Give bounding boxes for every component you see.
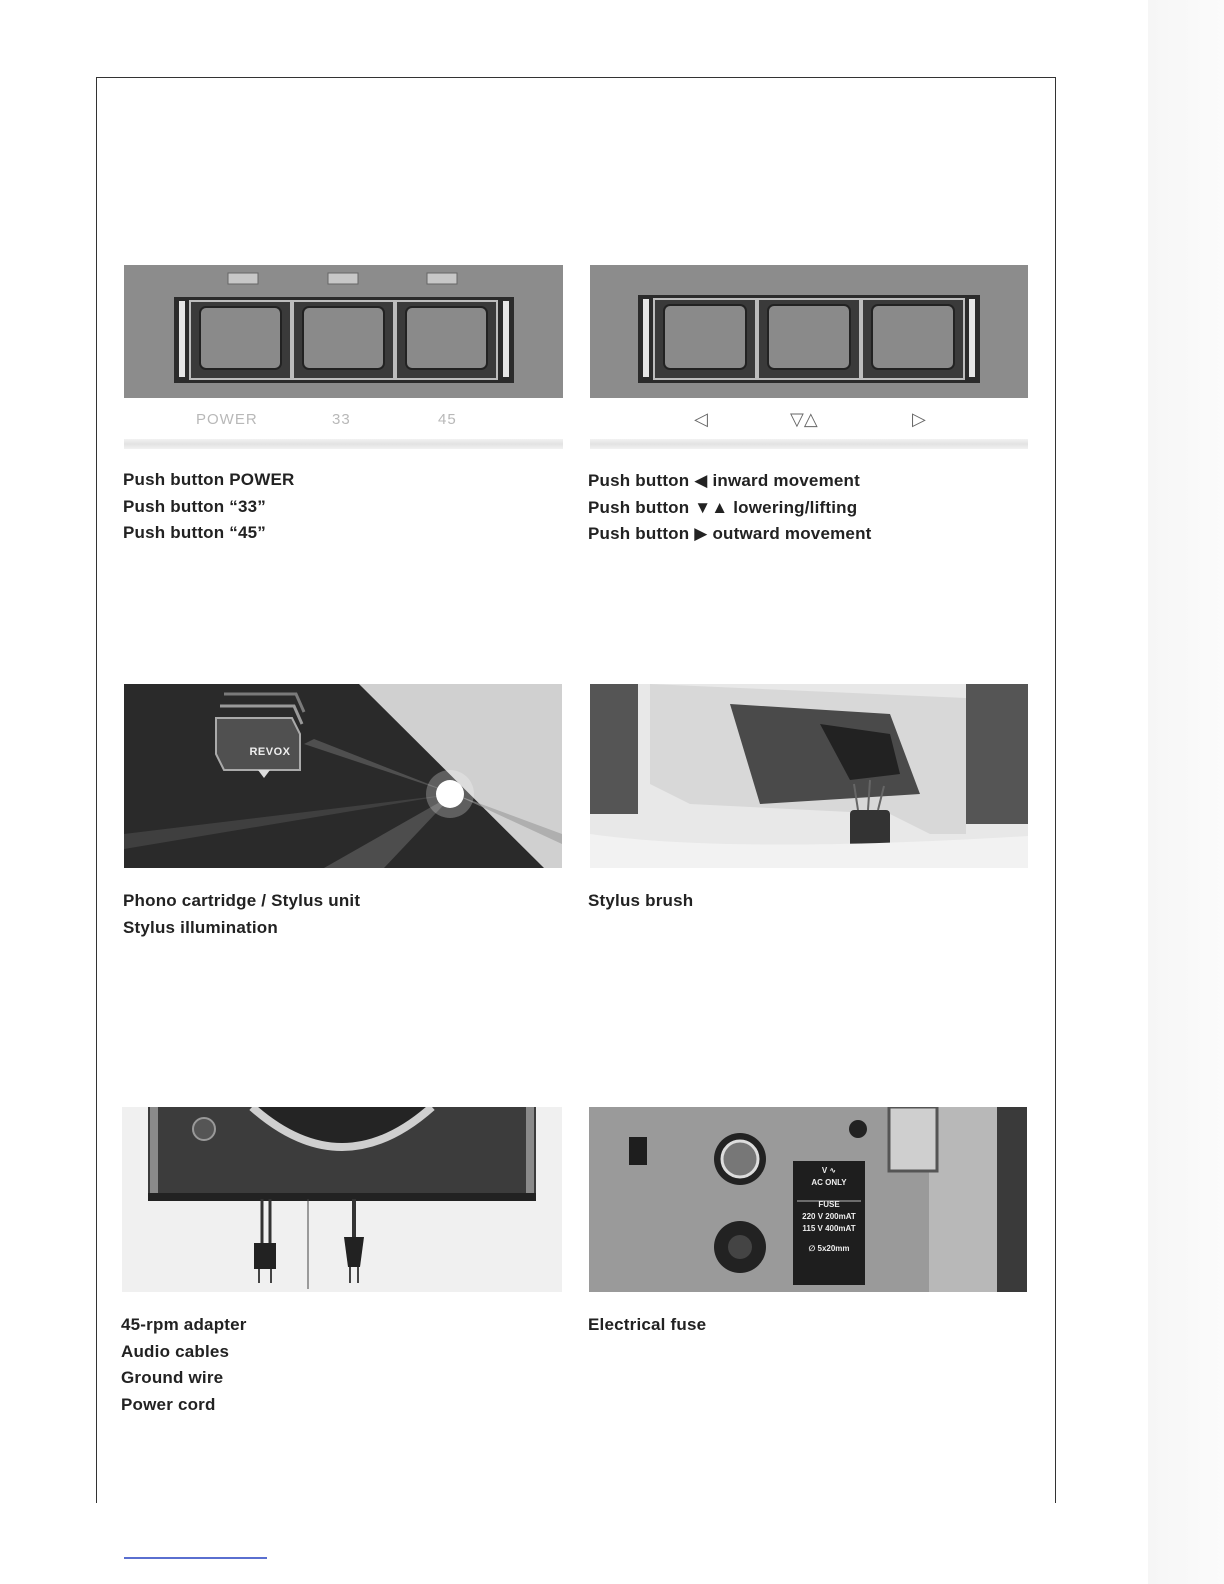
power-buttons-photo [124, 265, 563, 398]
power-strip-shadow [124, 439, 563, 449]
caption-line: Electrical fuse [588, 1315, 707, 1334]
plate-size: ∅ 5x20mm [808, 1244, 850, 1253]
cartridge-caption [123, 888, 360, 941]
page-edge-shadow [1148, 0, 1224, 1584]
caption-line: Phono cartridge / Stylus unit [123, 891, 361, 910]
caption-line: Stylus illumination [123, 917, 278, 937]
frame-top-rule [97, 77, 1056, 78]
fuse-caption [588, 1312, 706, 1339]
tonearm-caption [588, 468, 872, 548]
power-caption [123, 467, 295, 547]
caption-line: Push button POWER [123, 470, 295, 489]
outward-arrow-icon: ▷ [912, 409, 926, 429]
cartridge-photo [124, 684, 562, 868]
plate-ac-only: AC ONLY [811, 1178, 847, 1187]
power-labels-row [196, 411, 496, 431]
caption-line: Stylus brush [588, 891, 694, 910]
revox-logo: REVOX [249, 746, 291, 758]
tonearm-buttons-photo [590, 265, 1028, 398]
label-33: 33 [332, 411, 351, 428]
label-45: 45 [438, 411, 457, 428]
fuse-photo [589, 1107, 1027, 1292]
frame-right-rule [1055, 77, 1056, 1503]
inward-arrow-icon: ◁ [694, 409, 708, 429]
label-power: POWER [196, 411, 258, 428]
brush-caption [588, 888, 693, 915]
caption-line: Push button “45” [123, 523, 266, 542]
plate-fuse-title: FUSE [818, 1200, 840, 1209]
caption-line: 45-rpm adapter [121, 1315, 247, 1334]
caption-line: Push button ▶ outward movement [588, 524, 872, 543]
plate-voltage: V ∿ [821, 1166, 837, 1175]
cables-photo [122, 1107, 562, 1292]
stylus-brush-photo [590, 684, 1028, 868]
plate-220v: 220 V 200mAT [802, 1212, 856, 1221]
cables-caption [121, 1312, 247, 1418]
frame-left-rule [96, 77, 97, 1503]
lower-lift-arrows-icon: ▽△ [790, 409, 818, 429]
tonearm-strip-shadow [590, 439, 1028, 449]
footer-rule [124, 1557, 267, 1559]
plate-115v: 115 V 400mAT [802, 1224, 856, 1233]
fuse-rating-plate [795, 1165, 863, 1255]
caption-line: Ground wire [121, 1368, 224, 1387]
tonearm-symbols-row [694, 409, 934, 431]
caption-line: Push button “33” [123, 496, 266, 516]
caption-line: Audio cables [121, 1341, 230, 1361]
caption-line: Push button ▼▲ lowering/lifting [588, 497, 858, 517]
caption-line: Power cord [121, 1394, 216, 1414]
caption-line: Push button ◀ inward movement [588, 471, 860, 490]
